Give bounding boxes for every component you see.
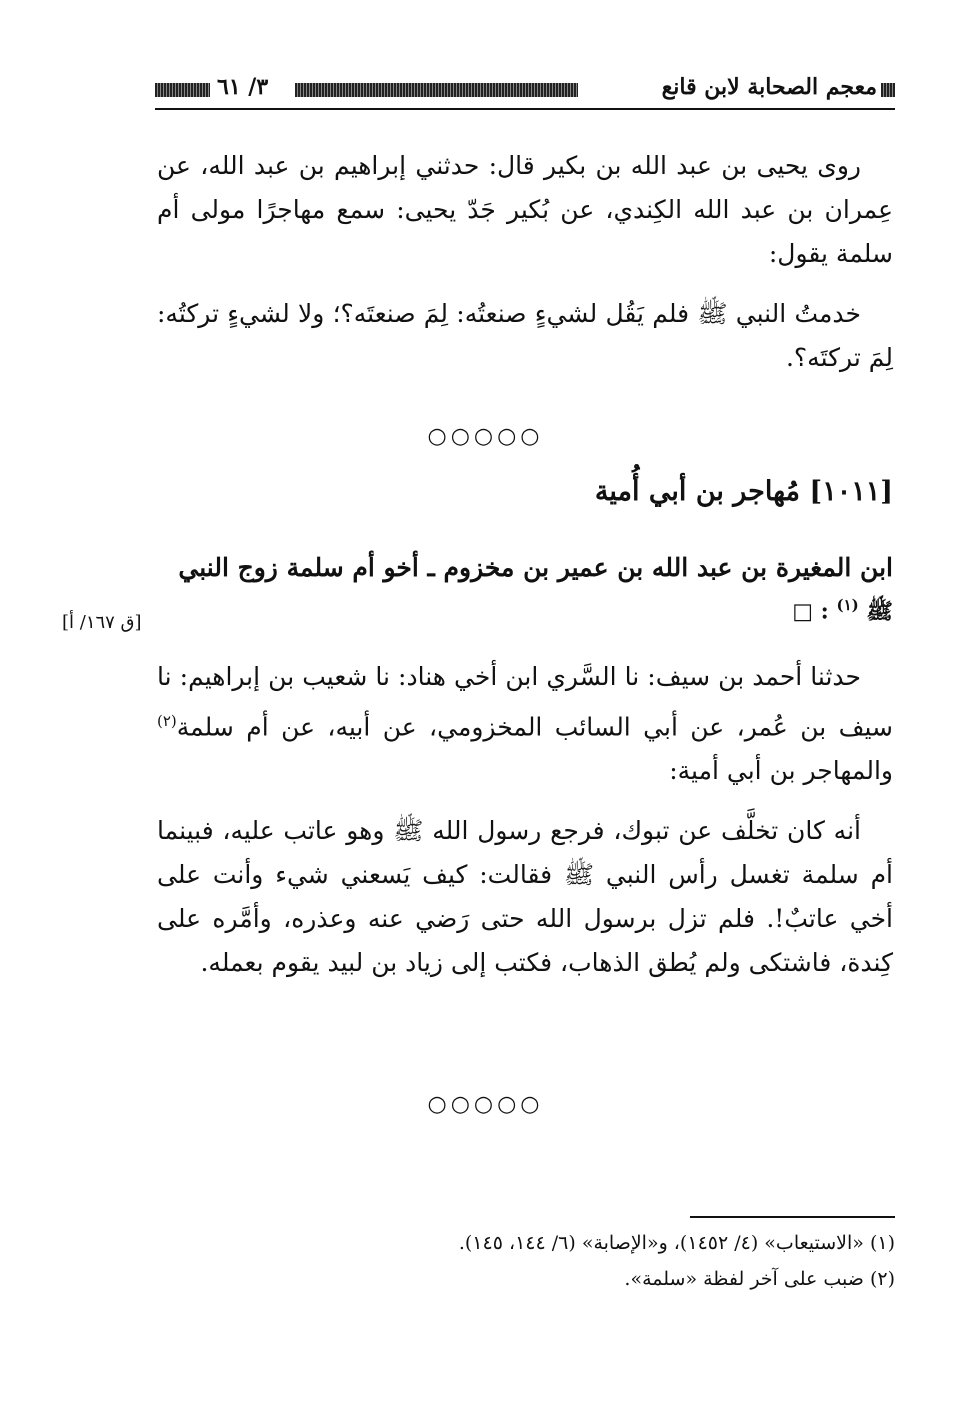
header-page-ref: ٣/ ٦١: [217, 74, 269, 100]
entry-lineage-end: [792, 596, 893, 629]
narration-2-isnad-text: حدثنا أحمد بن سيف: نا السَّري ابن أخي هناد: نا شعيب بن إبراهيم: نا سيف بن عُمر، عن أبي السائب المخزومي، عن أبيه، عن أم سلمة: [157, 662, 893, 742]
header-ornament-left: [155, 83, 210, 97]
footnote-marker-2: (٢): [157, 712, 177, 730]
narration-2: [157, 655, 893, 985]
footnote-marker-1: (١): [836, 596, 859, 614]
manuscript-reference: [ق ١٦٧/ أ]: [62, 612, 142, 633]
narration-1-isnad: روى يحيى بن عبد الله بن بكير قال: حدثني إبراهيم بن عبد الله، عن عِمران بن عبد الله الكِندي، عن بُكير جَدّ يحيى: سمع مهاجرًا مولى أم سلمة يقول:: [157, 151, 893, 268]
salutation-glyph: ﷺ: [866, 598, 893, 625]
narration-1: [157, 144, 893, 380]
lineage-end-mark: : □: [792, 598, 829, 625]
footnote-rule: [690, 1216, 895, 1218]
narration-1-matn: خدمتُ النبي ﷺ فلم يَقُل لشيءٍ صنعتُه: لِمَ صنعتَه؟؛ ولا لشيءٍ تركتُه: لِمَ تركتَه؟.: [157, 299, 893, 372]
header-ornament-middle: [295, 83, 578, 97]
footnote-2: (٢) ضبب على آخر لفظة «سلمة».: [624, 1268, 895, 1290]
running-header: [155, 72, 895, 112]
entry-title: [595, 476, 893, 507]
entry-name: مُهاجر بن أبي أُمية: [594, 476, 801, 507]
narration-2-isnad-end: والمهاجر بن أبي أمية:: [669, 756, 893, 786]
header-book-title: معجم الصحابة لابن قانع: [661, 74, 877, 100]
header-rule: [155, 108, 895, 110]
section-separator-2: ○○○○○: [427, 1092, 544, 1117]
narration-2-isnad: [157, 655, 893, 793]
entry-lineage: ابن المغيرة بن عبد الله بن عمير بن مخزوم ـ أخو أم سلمة زوج النبي: [178, 553, 893, 582]
section-separator: ○○○○○: [427, 424, 544, 449]
header-ornament-right: [881, 83, 895, 97]
entry-number: [١٠١١]: [809, 476, 893, 507]
footnote-1: (١) «الاستيعاب» (٤/ ١٤٥٢)، و«الإصابة» (٦/ ١٤٤، ١٤٥).: [458, 1232, 895, 1254]
narration-2-matn: أنه كان تخلَّف عن تبوك، فرجع رسول الله ﷺ وهو عاتب عليه، فبينما أم سلمة تغسل رأس النبي ﷺ فقالت: كيف يَسعني شيء وأنت على أخي عاتبٌ!. فلم تزل برسول الله حتى رَضي عنه وعذره، وأمَّره على كِندة، فاشتكى ولم يُطق الذهاب، فكتب إلى زياد بن لبيد يقوم بعمله.: [157, 816, 893, 978]
